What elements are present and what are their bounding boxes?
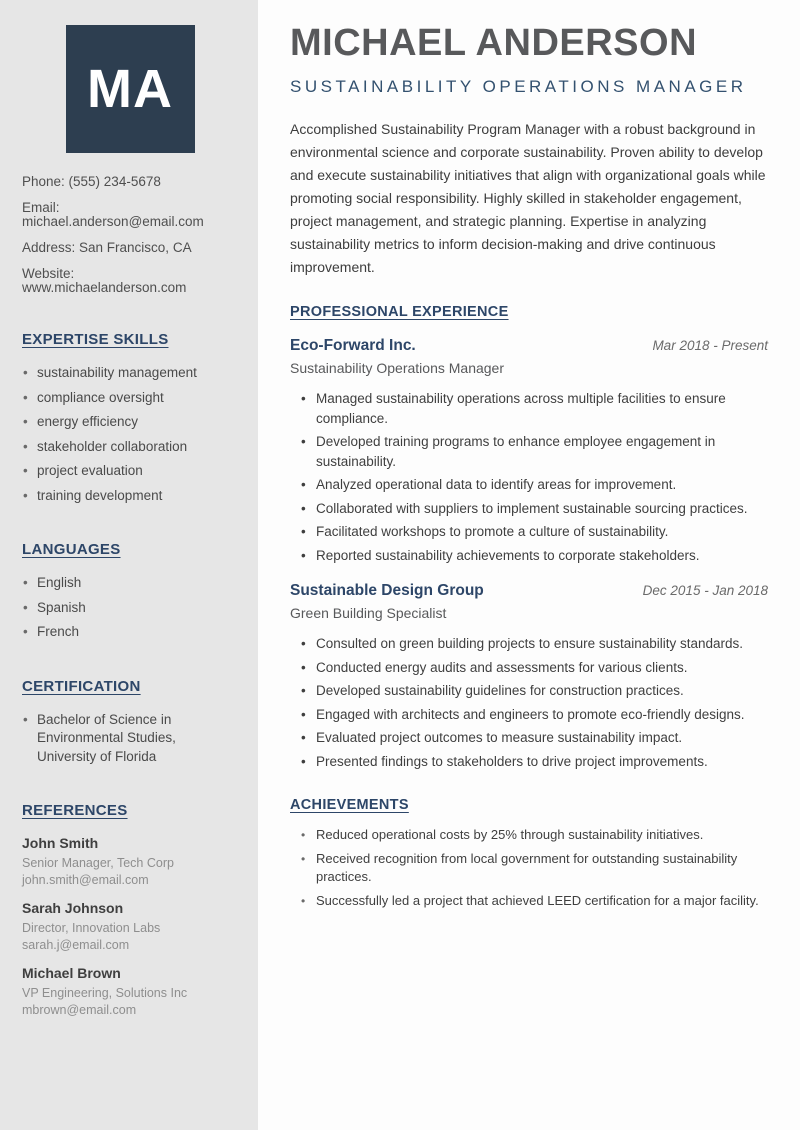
- skills-section: [22, 331, 238, 505]
- job-bullet-list: [290, 634, 768, 771]
- job-bullet: • Presented findings to stakeholders to drive project improvements.: [290, 752, 768, 772]
- job-bullet: • Consulted on green building projects to ensure sustainability standards.: [290, 634, 768, 654]
- certification-list: [22, 711, 238, 767]
- achievements-list: [290, 826, 768, 910]
- reference-email: sarah.j@email.com: [22, 938, 130, 952]
- skill-item: • energy efficiency: [22, 413, 238, 432]
- skills-heading: EXPERTISE SKILLS: [22, 331, 169, 348]
- job-bullet: • Collaborated with suppliers to implement sustainable sourcing practices.: [290, 499, 768, 519]
- skill-item: • sustainability management: [22, 364, 238, 383]
- professional-title: SUSTAINABILITY OPERATIONS MANAGER: [290, 77, 747, 96]
- certification-item: • Bachelor of Science in Environmental Studies, University of Florida: [22, 711, 238, 767]
- reference-email: john.smith@email.com: [22, 873, 149, 887]
- contact-website: Website: www.michaelanderson.com: [22, 266, 187, 295]
- skill-item: • training development: [22, 487, 238, 506]
- reference-name: Michael Brown: [22, 965, 121, 981]
- references-heading: REFERENCES: [22, 802, 128, 819]
- page-title: MICHAEL ANDERSON: [290, 22, 698, 64]
- achievements-section: [290, 797, 768, 910]
- reference-entry: [22, 965, 238, 1019]
- languages-list: [22, 574, 238, 642]
- reference-entry: [22, 835, 238, 889]
- job-bullet: • Facilitated workshops to promote a culture of sustainability.: [290, 522, 768, 542]
- reference-role: Senior Manager, Tech Corp: [22, 856, 174, 870]
- job-dates: Dec 2015 - Jan 2018: [642, 583, 768, 598]
- language-item: • English: [22, 574, 238, 593]
- achievement-bullet: • Reduced operational costs by 25% through sustainability initiatives.: [290, 826, 768, 844]
- job-entry: [290, 582, 768, 771]
- job-role: Sustainability Operations Manager: [290, 360, 505, 376]
- reference-role: VP Engineering, Solutions Inc: [22, 986, 188, 1000]
- job-header: [290, 337, 768, 355]
- job-header: [290, 582, 768, 600]
- reference-name: John Smith: [22, 835, 99, 851]
- job-bullet: • Developed sustainability guidelines for construction practices.: [290, 681, 768, 701]
- job-bullet: • Reported sustainability achievements to corporate stakeholders.: [290, 546, 768, 566]
- job-bullet: • Engaged with architects and engineers to promote eco-friendly designs.: [290, 705, 768, 725]
- languages-heading: LANGUAGES: [22, 541, 121, 558]
- job-bullet-list: [290, 389, 768, 565]
- achievements-heading: ACHIEVEMENTS: [290, 797, 409, 813]
- contact-email: Email: michael.anderson@email.com: [22, 200, 204, 229]
- job-bullet: • Evaluated project outcomes to measure sustainability impact.: [290, 728, 768, 748]
- references-section: [22, 802, 238, 1019]
- reference-email: mbrown@email.com: [22, 1003, 137, 1017]
- monogram-avatar: [66, 25, 195, 153]
- job-bullet: • Managed sustainability operations across multiple facilities to ensure compliance.: [290, 389, 768, 428]
- job-dates: Mar 2018 - Present: [652, 338, 768, 353]
- certification-section: [22, 678, 238, 767]
- skill-item: • compliance oversight: [22, 389, 238, 408]
- reference-entry: [22, 900, 238, 954]
- experience-heading: PROFESSIONAL EXPERIENCE: [290, 304, 509, 320]
- company-name: Sustainable Design Group: [290, 582, 484, 599]
- main-content: [258, 0, 800, 1130]
- contact-address: Address: San Francisco, CA: [22, 240, 192, 255]
- achievement-bullet: • Received recognition from local government for outstanding sustainability practices.: [290, 850, 768, 886]
- skills-list: [22, 364, 238, 505]
- company-name: Eco-Forward Inc.: [290, 337, 416, 354]
- achievement-bullet: • Successfully led a project that achieved LEED certification for a major facility.: [290, 892, 768, 910]
- job-role: Green Building Specialist: [290, 605, 447, 621]
- reference-role: Director, Innovation Labs: [22, 921, 161, 935]
- reference-name: Sarah Johnson: [22, 900, 124, 916]
- skill-item: • stakeholder collaboration: [22, 438, 238, 457]
- job-entry: [290, 337, 768, 565]
- skill-item: • project evaluation: [22, 462, 238, 481]
- job-bullet: • Conducted energy audits and assessments for various clients.: [290, 658, 768, 678]
- languages-section: [22, 541, 238, 642]
- sidebar: [0, 0, 258, 1130]
- contact-info: [22, 175, 238, 295]
- job-bullet: • Analyzed operational data to identify areas for improvement.: [290, 475, 768, 495]
- job-bullet: • Developed training programs to enhance employee engagement in sustainability.: [290, 432, 768, 471]
- experience-section: [290, 304, 768, 771]
- language-item: • French: [22, 623, 238, 642]
- summary-paragraph: Accomplished Sustainability Program Manager with a robust background in environmental science and corporate sustainability. Proven ability to develop and execute sustainability initiatives that align with organizational goals while promoting social responsibility. Highly skilled in stakeholder engagement, project management, and strategic planning. Expertise in analyzing sustainability metrics to inform decision-making and drive continuous improvement.: [290, 121, 766, 275]
- contact-phone: Phone: (555) 234-5678: [22, 174, 161, 189]
- certification-heading: CERTIFICATION: [22, 677, 141, 695]
- language-item: • Spanish: [22, 599, 238, 618]
- monogram-initials: MA: [87, 59, 173, 119]
